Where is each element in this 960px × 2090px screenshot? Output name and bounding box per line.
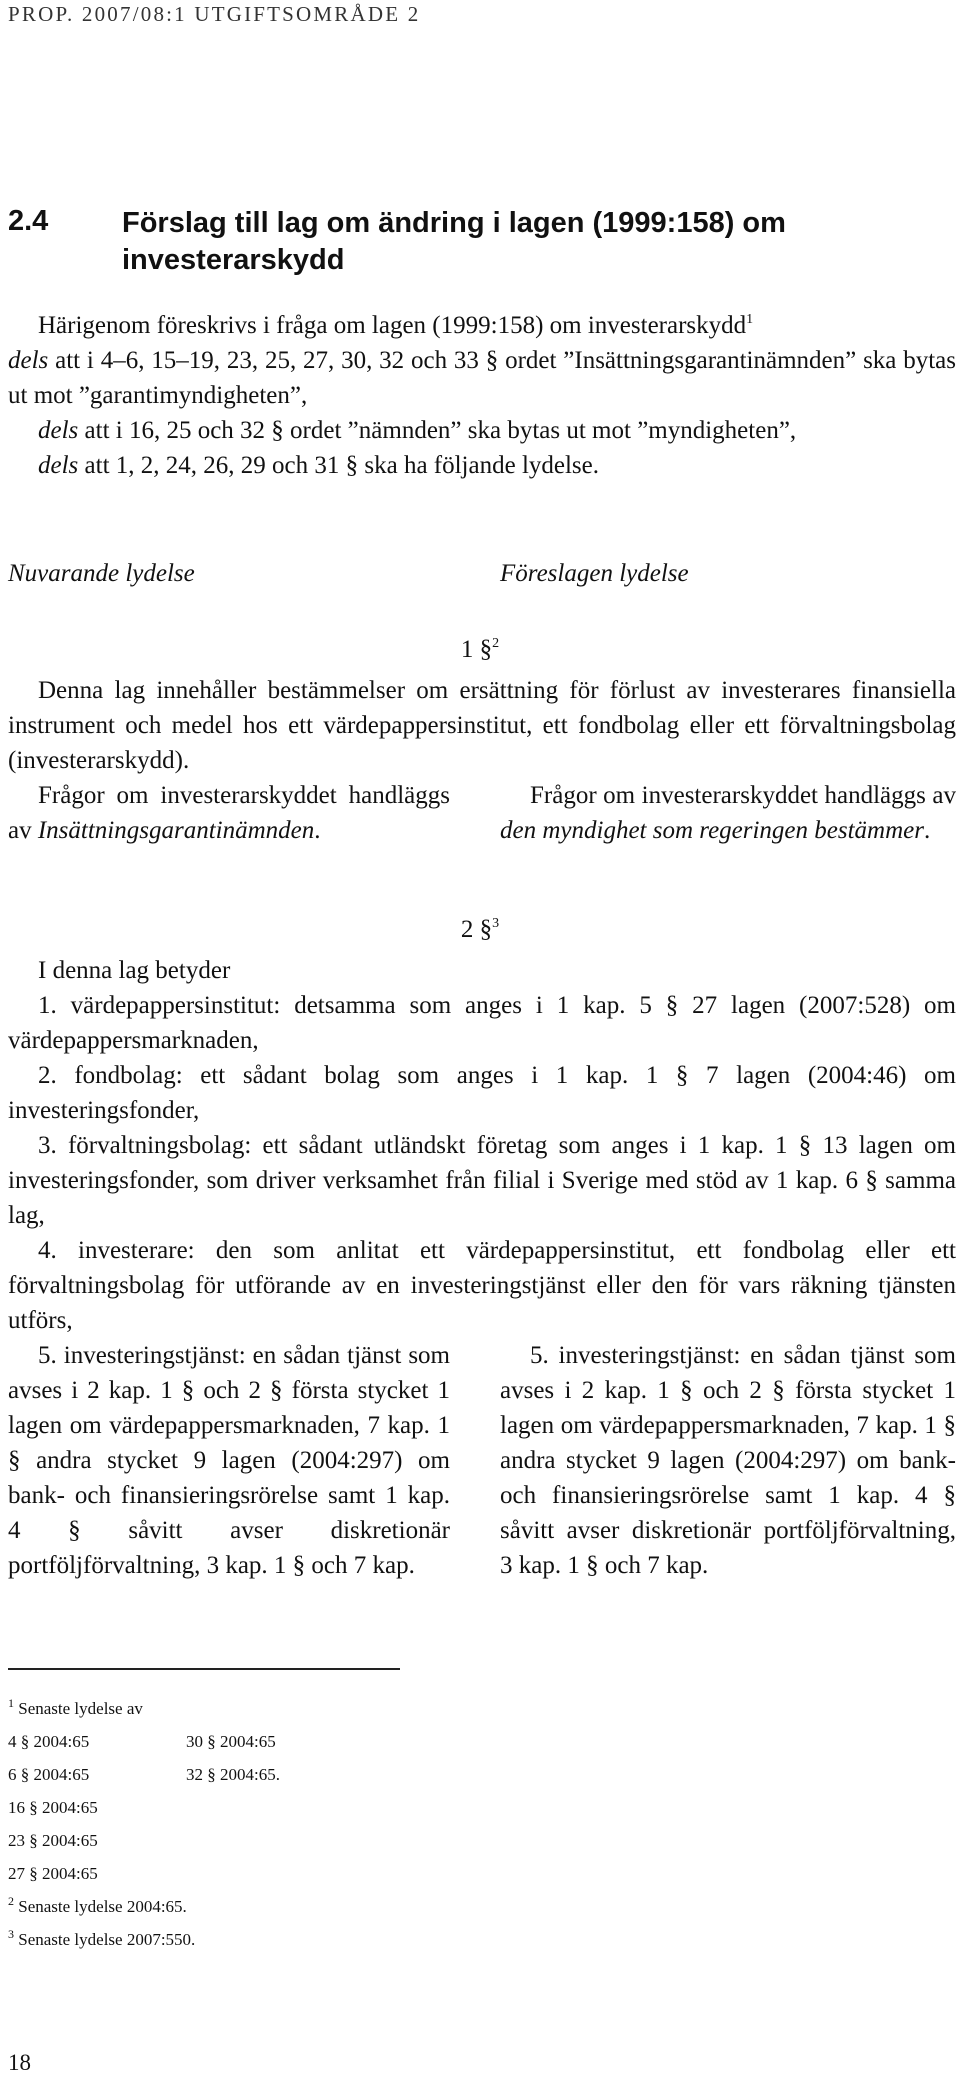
- intro-text: [8, 308, 956, 483]
- footnote-2-text: Senaste lydelse 2004:65.: [18, 1897, 187, 1916]
- intro-dels-3: [8, 448, 956, 483]
- footnote-ref-3: 3: [492, 916, 500, 931]
- definition-item-4: 4. investerare: den som anlitat ett värdepappersinstitut, ett fondbolag eller ett förvaltningsbolag för utförande av en investeringstjänst eller den för vars räkning tjänsten utförs,: [8, 1237, 956, 1334]
- footnote-entry: 6 § 2004:65: [8, 1765, 90, 1784]
- paragraph-1-heading: [0, 636, 960, 664]
- footnote-entry: 32 § 2004:65.: [186, 1765, 280, 1784]
- footnote-2-number: 2: [8, 1894, 14, 1908]
- proposed-plain: Frågor om investerarskyddet handläggs av: [530, 782, 956, 809]
- dels-2-text: att i 16, 25 och 32 § ordet ”nämnden” ska bytas ut mot ”myndigheten”,: [78, 417, 797, 444]
- footnote-entry: 27 § 2004:65: [8, 1864, 98, 1883]
- footnote-1: [8, 1692, 608, 1725]
- dels-3-text: att 1, 2, 24, 26, 29 och 31 § ska ha följande lydelse.: [78, 452, 600, 479]
- footnote-ref-2: 2: [492, 636, 500, 651]
- footnote-entry: 4 § 2004:65: [8, 1732, 90, 1751]
- paragraph-2-current: [8, 1338, 450, 1583]
- proposed-end: .: [924, 817, 931, 844]
- footnote-entry: 23 § 2004:65: [8, 1831, 98, 1850]
- page-number: 18: [8, 2050, 31, 2075]
- running-head: PROP. 2007/08:1 UTGIFTSOMRÅDE 2: [8, 2, 421, 26]
- proposed-italic: den myndighet som regeringen bestämmer: [500, 817, 924, 844]
- footnote-rule: [8, 1668, 400, 1670]
- intro-line-text: Härigenom föreskrivs i fråga om lagen (1999:158) om investerarskydd: [38, 312, 747, 339]
- footnote-3-number: 3: [8, 1927, 14, 1941]
- paragraph-2-proposed: [500, 1338, 956, 1583]
- footnote-entry: [186, 1791, 386, 1824]
- dels-label: dels: [38, 417, 79, 444]
- definition-item-5-current: 5. investeringstjänst: en sådan tjänst som avses i 2 kap. 1 § och 2 § första stycket 1 lagen om värdepappersmarknaden, 7 kap. 1 § andra stycket 9 lagen (2004:297) om bank- och finansieringsrörelse samt 1 kap. 4 § såvitt avser diskretionär portföljförvaltning, 3 kap. 1 § och 7 kap.: [8, 1342, 450, 1579]
- paragraph-1-current: [8, 778, 450, 848]
- dels-1-text: att i 4–6, 15–19, 23, 25, 27, 30, 32 och 33 § ordet ”Insättningsgarantinämnden” ska bytas ut mot ”garantimyndigheten”,: [8, 347, 956, 409]
- current-italic: Insättningsgarantinämnden: [37, 817, 315, 844]
- current-wording: [8, 778, 450, 848]
- paragraph-2-common: [8, 953, 956, 1338]
- footnote-entry: [186, 1824, 386, 1857]
- dels-label: dels: [8, 347, 49, 374]
- definition-item-1: 1. värdepappersinstitut: detsamma som anges i 1 kap. 5 § 27 lagen (2007:528) om värdepappersmarknaden,: [8, 992, 956, 1054]
- intro-dels-1: [8, 343, 956, 413]
- footnote-3-text: Senaste lydelse 2007:550.: [18, 1930, 196, 1949]
- definition-item-3: 3. förvaltningsbolag: ett sådant utländskt företag som anges i 1 kap. 1 § 13 lagen om investeringsfonder, som driver verksamhet från filial i Sverige med stöd av 1 kap. 6 § samma lag,: [8, 1132, 956, 1229]
- paragraph-1-text: Denna lag innehåller bestämmelser om ersättning för förlust av investerares finansiella instrument och medel hos ett värdepappersinstitut, ett fondbolag eller ett förvaltningsbolag (investerarskydd).: [8, 677, 956, 774]
- proposed-wording: [500, 778, 956, 848]
- footnote-entry: 30 § 2004:65: [186, 1732, 276, 1751]
- definitions-intro: I denna lag betyder: [38, 957, 231, 984]
- footnote-1-list: [8, 1725, 608, 1890]
- column-heading-current: Nuvarande lydelse: [8, 560, 195, 587]
- definition-item-5-proposed: 5. investeringstjänst: en sådan tjänst som avses i 2 kap. 1 § och 2 § första stycket 1 lagen om värdepappersmarknaden, 7 kap. 1 § andra stycket 9 lagen (2004:297) om bank- och finansieringsrörelse samt 1 kap. 4 § såvitt avser diskretionär portföljförvaltning, 3 kap. 1 § och 7 kap.: [500, 1342, 956, 1579]
- current-end: .: [314, 817, 321, 844]
- footnote-3: [8, 1923, 608, 1956]
- paragraph-2-heading: [0, 916, 960, 944]
- dels-label: dels: [38, 452, 79, 479]
- intro-line: [8, 308, 956, 343]
- definition-item-2: 2. fondbolag: ett sådant bolag som anges i 1 kap. 1 § 7 lagen (2004:46) om investeringsfonder,: [8, 1062, 956, 1124]
- paragraph-1-proposed: [500, 778, 956, 848]
- paragraph-2-label: 2 §: [460, 916, 493, 943]
- intro-dels-2: [8, 413, 956, 448]
- current-plain: Frågor om investerarskyddet handläggs av: [8, 782, 450, 844]
- section-number: 2.4: [8, 205, 49, 237]
- section-title: Förslag till lag om ändring i lagen (1999:158) om investerarskydd: [122, 207, 786, 276]
- footnote-2: [8, 1890, 608, 1923]
- column-heading-proposed: Föreslagen lydelse: [500, 560, 689, 587]
- footnote-1-number: 1: [8, 1696, 14, 1710]
- footnote-1-text: Senaste lydelse av: [18, 1699, 143, 1718]
- footnote-ref-1: 1: [746, 312, 754, 327]
- footnote-entry: [186, 1857, 386, 1890]
- paragraph-1-common: [8, 673, 956, 778]
- paragraph-1-label: 1 §: [460, 636, 493, 663]
- footnotes: [8, 1692, 608, 1956]
- footnote-entry: 16 § 2004:65: [8, 1798, 98, 1817]
